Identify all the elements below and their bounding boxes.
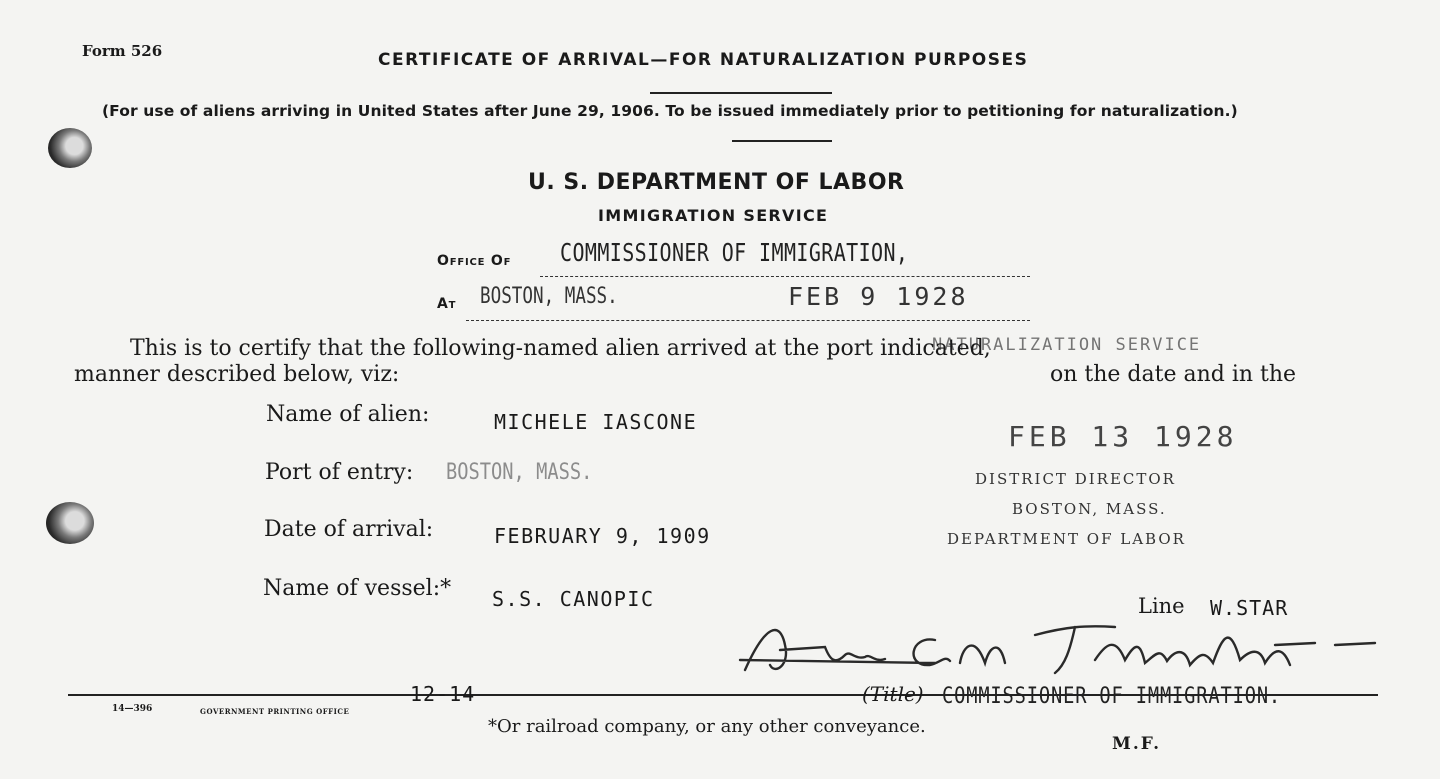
department-heading: U. S. DEPARTMENT OF LABOR	[528, 170, 905, 195]
certify-line-1: This is to certify that the following-named alien arrived at the port indicated,	[130, 336, 991, 361]
title-rule	[650, 92, 832, 94]
print-number: 14—396	[112, 704, 153, 714]
alien-name-label: Name of alien:	[266, 402, 430, 427]
date-of-arrival-label: Date of arrival:	[264, 517, 434, 542]
office-value: COMMISSIONER OF IMMIGRATION,	[560, 238, 909, 267]
district-stamp-line-1: DISTRICT DIRECTOR	[975, 470, 1176, 488]
signature-image	[735, 605, 1385, 685]
district-stamp-line-2: BOSTON, MASS.	[1012, 500, 1167, 518]
service-heading: IMMIGRATION SERVICE	[598, 206, 829, 225]
line-label: Line	[1138, 594, 1185, 618]
port-of-entry-value: BOSTON, MASS.	[446, 460, 593, 485]
at-date: FEB 9 1928	[788, 282, 969, 311]
at-label: At	[437, 296, 457, 312]
title-field-label: (Title)	[862, 682, 924, 706]
vessel-label: Name of vessel:*	[263, 576, 452, 601]
form-code: 12-14	[410, 682, 476, 706]
initials: M.F.	[1112, 734, 1162, 754]
certify-tail: on the date and in the	[1050, 362, 1297, 387]
office-label: Office Of	[437, 253, 512, 269]
certificate-title: CERTIFICATE OF ARRIVAL—FOR NATURALIZATION PURPOSES	[378, 50, 1029, 70]
at-line	[466, 320, 1030, 321]
punch-hole-top	[48, 128, 92, 168]
at-location: BOSTON, MASS.	[480, 284, 618, 309]
subtitle-rule	[732, 140, 832, 142]
form-number: Form 526	[82, 42, 163, 60]
district-stamp-line-3: DEPARTMENT OF LABOR	[947, 530, 1186, 548]
title-field-value: COMMISSIONER OF IMMIGRATION.	[942, 684, 1282, 709]
punch-hole-bottom	[46, 502, 94, 544]
printer-credit: GOVERNMENT PRINTING OFFICE	[200, 707, 350, 716]
footnote: *Or railroad company, or any other conveyance.	[488, 716, 926, 737]
office-line	[540, 276, 1030, 277]
naturalization-stamp: NATURALIZATION SERVICE	[932, 335, 1202, 355]
certificate-subtitle: (For use of aliens arriving in United States after June 29, 1906. To be issued immediately prior to petitioning for naturalization.)	[102, 102, 1238, 120]
date-of-arrival-value: FEBRUARY 9, 1909	[494, 524, 711, 548]
vessel-value: S.S. CANOPIC	[492, 587, 655, 611]
certify-line-2: manner described below, viz:	[74, 362, 400, 387]
alien-name-value: MICHELE IASCONE	[494, 410, 698, 434]
line-value: W.STAR	[1210, 596, 1289, 620]
district-stamp-date: FEB 13 1928	[1008, 420, 1238, 453]
port-of-entry-label: Port of entry:	[265, 460, 414, 485]
